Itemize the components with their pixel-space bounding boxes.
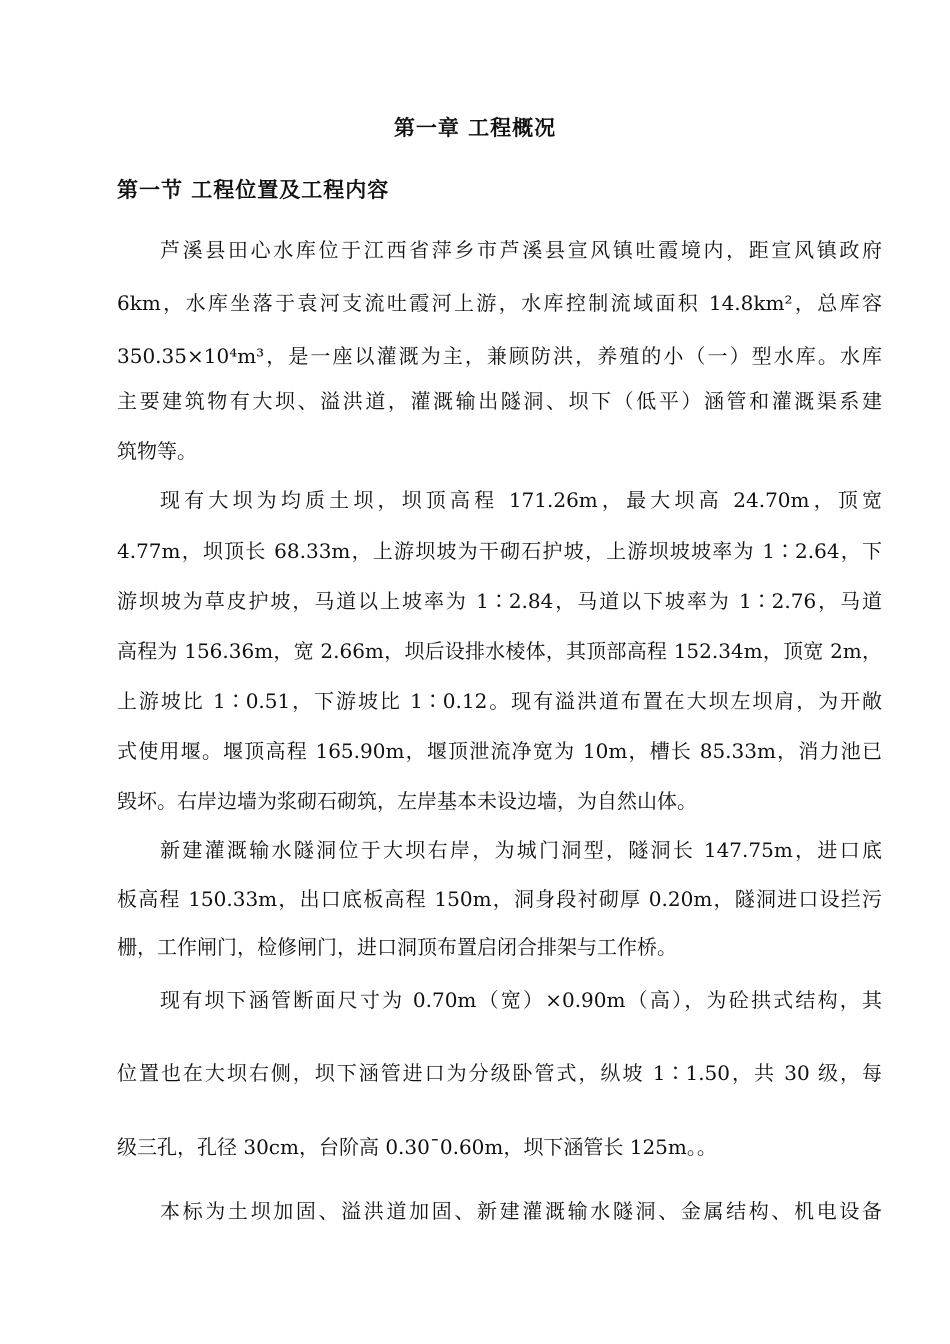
paragraph-line: 现有坝下涵管断面尺寸为 0.70m（宽）×0.90m（高），为砼拱式结构，其 — [160, 988, 882, 1012]
paragraph-line: 上游坡比 1∶0.51，下游坡比 1∶0.12。现有溢洪道布置在大坝左坝肩，为开敞 — [117, 689, 882, 713]
paragraph-line: 6km，水库坐落于袁河支流吐霞河上游，水库控制流域面积 14.8km²，总库容 — [117, 291, 882, 315]
paragraph-line: 栅，工作闸门，检修闸门，进口洞顶布置启闭合排架与工作桥。 — [117, 935, 677, 959]
paragraph-line: 芦溪县田心水库位于江西省萍乡市芦溪县宣风镇吐霞境内，距宣风镇政府 — [160, 238, 882, 262]
paragraph-line: 式使用堰。堰顶高程 165.90m，堰顶泄流净宽为 10m，槽长 85.33m，消力池已 — [117, 739, 882, 763]
paragraph-line: 新建灌溉输水隧洞位于大坝右岸，为城门洞型，隧洞长 147.75m，进口底 — [160, 838, 882, 862]
paragraph-line: 筑物等。 — [117, 439, 197, 463]
paragraph-line: 350.35×10⁴m³，是一座以灌溉为主，兼顾防洪，养殖的小（一）型水库。水库 — [117, 344, 882, 368]
paragraph-line: 游坝坡为草皮护坡，马道以上坡率为 1∶2.84，马道以下坡率为 1∶2.76，马道 — [117, 589, 882, 613]
paragraph-line: 4.77m，坝顶长 68.33m，上游坝坡为干砌石护坡，上游坝坡坡率为 1∶2.64，下 — [117, 539, 882, 563]
paragraph-line: 本标为土坝加固、溢洪道加固、新建灌溉输水隧洞、金属结构、机电设备 — [160, 1199, 882, 1223]
paragraph-line: 现有大坝为均质土坝，坝顶高程 171.26m，最大坝高 24.70m，顶宽 — [160, 488, 882, 512]
paragraph-line: 高程为 156.36m，宽 2.66m，坝后设排水棱体，其顶部高程 152.34m，顶宽 2m， — [117, 639, 882, 663]
paragraph-line: 主要建筑物有大坝、溢洪道，灌溉输出隧洞、坝下（低平）涵管和灌溉渠系建 — [117, 389, 882, 413]
chapter-title: 第一章 工程概况 — [393, 116, 557, 140]
paragraph-line: 毁坏。右岸边墙为浆砌石砌筑，左岸基本未设边墙，为自然山体。 — [117, 789, 697, 813]
paragraph-line: 级三孔，孔径 30cm，台阶高 0.30¯0.60m，坝下涵管长 125m。。 — [117, 1135, 717, 1159]
section-title: 第一节 工程位置及工程内容 — [117, 178, 390, 202]
paragraph-line: 板高程 150.33m，出口底板高程 150m，洞身段衬砌厚 0.20m，隧洞进口设拦污 — [117, 887, 882, 911]
paragraph-line: 位置也在大坝右侧，坝下涵管进口为分级卧管式，纵坡 1∶1.50，共 30 级，每 — [117, 1061, 882, 1085]
